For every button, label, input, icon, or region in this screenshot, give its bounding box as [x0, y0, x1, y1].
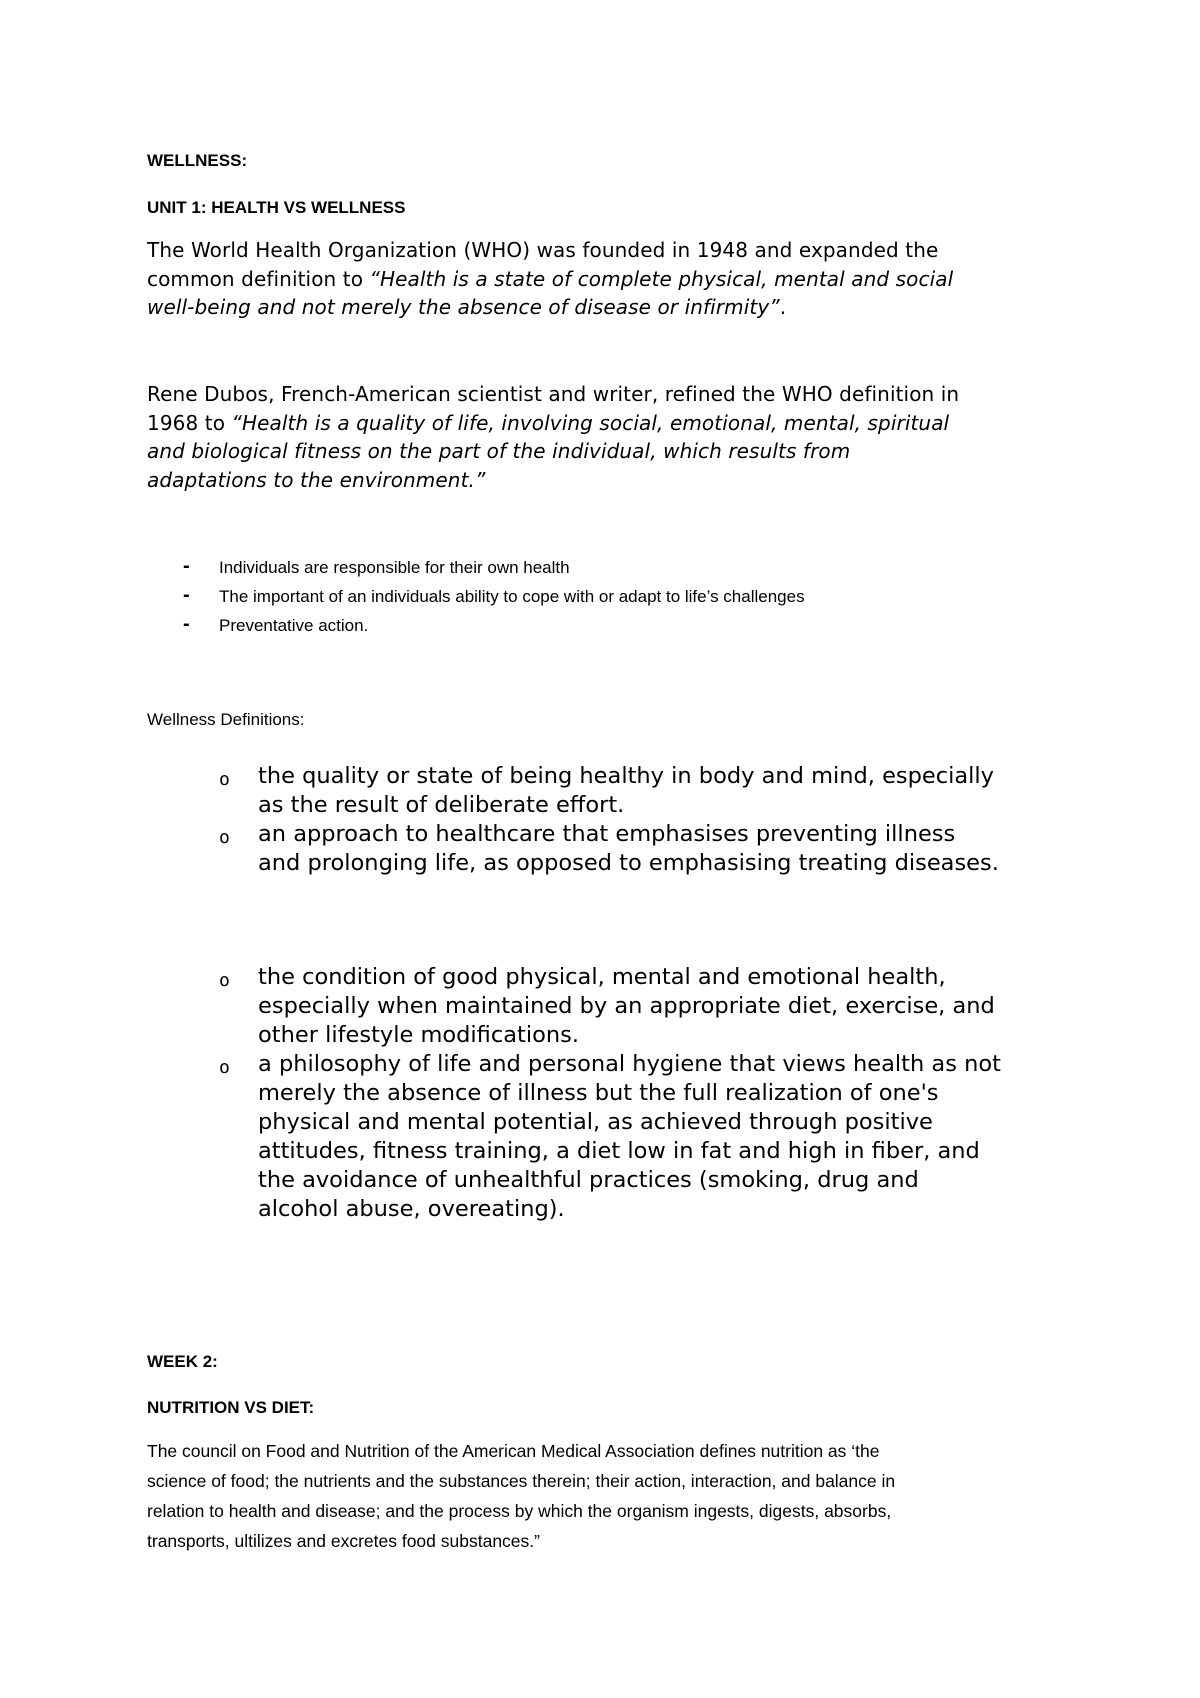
heading-week2: WEEK 2: — [147, 1352, 218, 1371]
definition-item-2: an approach to healthcare that emphasises preventing illness and prolonging life, as opposed to emphasising treating diseases. — [258, 821, 999, 876]
who-line-3: well-being and not merely the absence of disease or infirmity”. — [147, 295, 787, 319]
dash-item-2: The important of an individuals ability to cope with or adapt to life’s challenges — [219, 587, 805, 606]
nutrition-paragraph: The council on Food and Nutrition of the American Medical Association defines nutrition as ‘the science of food; the nutrients and the substances therein; their action, interaction, and balance in relation to health and disease; and the process by which the organism ingests, digests, absorbs, transports, ultilizes and excretes food substances.” — [147, 1441, 896, 1551]
dash-marker: - — [183, 584, 190, 606]
dubos-line-3: and biological fitness on the part of the individual, which results from — [147, 439, 851, 463]
dash-marker: - — [183, 613, 190, 635]
bullet-icon: o — [219, 970, 230, 991]
bullet-icon: o — [219, 827, 230, 848]
dubos-paragraph — [147, 380, 1087, 494]
heading-unit1: UNIT 1: HEALTH VS WELLNESS — [147, 198, 406, 217]
bullet-icon: o — [219, 769, 230, 790]
who-line-1: The World Health Organization (WHO) was founded in 1948 and expanded the — [147, 238, 939, 262]
dash-marker: - — [183, 555, 190, 577]
bullet-icon: o — [219, 1057, 230, 1078]
who-paragraph — [147, 236, 1087, 322]
dubos-line-2: 1968 to “Health is a quality of life, involving social, emotional, mental, spiritual — [147, 410, 950, 435]
heading-wellness: WELLNESS: — [147, 151, 248, 170]
definition-item-3: the condition of good physical, mental and emotional health, especially when maintained by an appropriate diet, exercise, and other lifestyle modifications. — [258, 964, 995, 1048]
dash-item-1: Individuals are responsible for their own health — [219, 558, 570, 577]
heading-nutrition-vs-diet: NUTRITION VS DIET: — [147, 1398, 315, 1417]
wellness-definitions-label: Wellness Definitions: — [147, 710, 305, 729]
dash-item-3: Preventative action. — [219, 616, 369, 635]
dubos-line-4: adaptations to the environment.” — [147, 467, 486, 492]
who-line-2: common definition to “Health is a state of complete physical, mental and social — [147, 266, 954, 291]
definition-item-1: the quality or state of being healthy in body and mind, especially as the result of deliberate effort. — [258, 763, 994, 818]
definition-item-4: a philosophy of life and personal hygiene that views health as not merely the absence of illness but the full realization of one's physical and mental potential, as achieved through positive attitudes, fitness training, a diet low in fat and high in fiber, and the avoidance of unhealthful practices (smoking, drug and alcohol abuse, overeating). — [258, 1051, 1001, 1222]
dubos-line-1: Rene Dubos, French-American scientist and writer, refined the WHO definition in — [147, 382, 960, 406]
